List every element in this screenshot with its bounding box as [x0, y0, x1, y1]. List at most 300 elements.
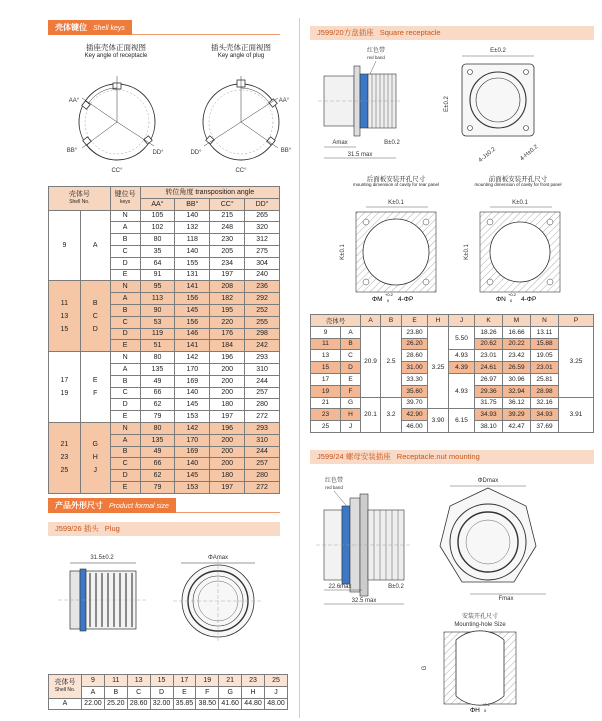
- angle-cell: 153: [175, 481, 210, 493]
- dim-value-cell: 44.80: [242, 698, 265, 710]
- angle-cell: 248: [210, 222, 245, 234]
- shell-number: 21: [60, 441, 69, 449]
- j-cell: 4.93: [449, 373, 475, 408]
- plug-table-label: 壳体号 Shell No.: [49, 675, 82, 699]
- angle-cell: 215: [210, 210, 245, 222]
- rear-m-zero: 0: [387, 298, 390, 303]
- key-code-cell: A: [341, 326, 361, 338]
- angle-cell: 146: [175, 328, 210, 340]
- k-cell: 26.97: [475, 373, 503, 385]
- mounting-hole-title: 安装开孔尺寸: [461, 614, 499, 620]
- shell-number: 25: [60, 467, 69, 475]
- n-cell: 13.11: [531, 326, 559, 338]
- shell-keys-table: [48, 186, 280, 494]
- col-header: A: [361, 315, 381, 327]
- shell-number-cell: 25: [311, 421, 341, 433]
- angle-cell: 51: [140, 340, 175, 352]
- angle-cell: 196: [210, 352, 245, 364]
- dim-value-cell: 48.00: [265, 698, 288, 710]
- angle-cell: 90: [140, 304, 175, 316]
- plug-a-label: A: [49, 698, 82, 710]
- shell-no-header: 壳体号 Shell No.: [49, 187, 111, 211]
- angle-cell: 102: [140, 222, 175, 234]
- dim-letter-cell: D: [150, 686, 173, 698]
- m-cell: 20.22: [503, 338, 531, 350]
- e-cell: 33.30: [402, 373, 428, 385]
- key-code: G: [92, 441, 98, 449]
- rear-four-p-label: 4-ΦP: [398, 296, 414, 303]
- shell-number-cell: 15: [311, 362, 341, 374]
- dim-letter-cell: C: [127, 686, 150, 698]
- shell-number: 11: [60, 299, 69, 307]
- k-cell: 20.62: [475, 338, 503, 350]
- angle-cell: 196: [210, 422, 245, 434]
- front-k-side-dim: K±0.1: [464, 244, 470, 260]
- angle-cell: 272: [245, 411, 280, 423]
- angle-cell: 205: [210, 245, 245, 257]
- key-code-cell: E: [341, 373, 361, 385]
- angle-cell: 200: [210, 375, 245, 387]
- table-row: [311, 350, 594, 362]
- table-row: [49, 281, 280, 293]
- m-cell: 42.47: [503, 421, 531, 433]
- shell-number: 17: [60, 377, 69, 385]
- angle-cell: 141: [175, 340, 210, 352]
- nut-dmax-dim: ΦDmax: [477, 478, 499, 484]
- shell-number-cell: 19: [196, 675, 219, 687]
- receptacle-bb-label: BB°: [66, 148, 78, 154]
- e-cell: 42.90: [402, 409, 428, 421]
- dim-value-cell: 38.50: [196, 698, 219, 710]
- key-code-cell: C: [341, 350, 361, 362]
- mounting-hole-subtitle: Mounting-hole Size: [454, 622, 506, 628]
- angle-cell: 293: [245, 422, 280, 434]
- key-letter-cell: B: [110, 234, 140, 246]
- plug-subheader: [48, 522, 280, 536]
- p-cell: 3.91: [559, 397, 594, 432]
- aa-header: AA°: [140, 198, 175, 210]
- b-cell: 20.9: [361, 326, 381, 397]
- receptacle-cc-label: CC°: [111, 168, 123, 174]
- angle-cell: 131: [175, 269, 210, 281]
- angle-cell: 105: [140, 210, 175, 222]
- key-letter-cell: D: [110, 328, 140, 340]
- shell-number-cell: 21: [219, 675, 242, 687]
- front-n-zero: 0: [510, 298, 513, 303]
- transposition-angle-header: 转位角度 transposition angle: [140, 187, 279, 199]
- angle-cell: 80: [140, 352, 175, 364]
- angle-cell: 80: [140, 234, 175, 246]
- angle-cell: 234: [210, 257, 245, 269]
- angle-cell: 257: [245, 387, 280, 399]
- angle-cell: 310: [245, 434, 280, 446]
- col-header: H: [428, 315, 449, 327]
- shell-number-cell: 11: [311, 338, 341, 350]
- shell-number-cell: 19: [311, 385, 341, 397]
- k-cell: 29.36: [475, 385, 503, 397]
- key-letter-cell: E: [110, 269, 140, 281]
- key-letter-cell: A: [110, 293, 140, 305]
- square-receptacle-drawing: [310, 44, 594, 170]
- key-code-cell: B: [341, 338, 361, 350]
- table-row: [311, 373, 594, 385]
- angle-cell: 79: [140, 411, 175, 423]
- front-n-tol: +0.2: [508, 292, 516, 297]
- shell-number-cell: [49, 352, 81, 423]
- plug-bb-label: BB°: [280, 148, 292, 154]
- angle-cell: 95: [140, 281, 175, 293]
- e-cell: 28.60: [402, 350, 428, 362]
- dim-letter-cell: B: [104, 686, 127, 698]
- m-cell: 16.66: [503, 326, 531, 338]
- key-code: A: [92, 241, 98, 249]
- square-j-dim: 4-J±0.2: [477, 146, 497, 164]
- k-cell: 34.93: [475, 409, 503, 421]
- angle-cell: 53: [140, 316, 175, 328]
- angle-cell: 200: [210, 434, 245, 446]
- angle-cell: 272: [245, 481, 280, 493]
- shell-keys-title: 壳体键位: [55, 23, 87, 32]
- shell-number-cell: 23: [242, 675, 265, 687]
- square-e-side-dim: E±0.2: [444, 96, 450, 112]
- key-letter-cell: N: [110, 422, 140, 434]
- angle-cell: 230: [210, 234, 245, 246]
- angle-cell: 200: [210, 387, 245, 399]
- hole-h-tol: +0.2: [482, 702, 490, 707]
- angle-cell: 252: [245, 304, 280, 316]
- angle-cell: 242: [245, 340, 280, 352]
- right-column: [304, 0, 602, 721]
- col-header: P: [559, 315, 594, 327]
- key-code-cell: [80, 281, 110, 352]
- front-k-top-dim: K±0.1: [512, 200, 528, 206]
- angle-cell: 180: [210, 399, 245, 411]
- rear-m-tol: +0.2: [385, 292, 393, 297]
- angle-cell: 184: [210, 340, 245, 352]
- key-letter-cell: N: [110, 281, 140, 293]
- shell-keys-header: [48, 20, 280, 35]
- receptacle-view-subtitle: Key angle of receptacle: [84, 53, 148, 59]
- h-cell: 3.90: [428, 409, 449, 433]
- b-cell: 3.2: [381, 397, 402, 432]
- square-receptacle-table: [310, 314, 594, 433]
- nut-len2-dim: 32.5 max: [351, 598, 377, 604]
- angle-cell: 244: [245, 375, 280, 387]
- dim-letter-cell: F: [196, 686, 219, 698]
- key-code: F: [93, 390, 98, 398]
- shell-number-cell: 11: [104, 675, 127, 687]
- table-row: [311, 326, 594, 338]
- b-cell: 20.1: [361, 397, 381, 432]
- j-cell: 5.50: [449, 326, 475, 350]
- nut-red-band-label: 红色带: [324, 478, 344, 484]
- key-letter-cell: B: [110, 446, 140, 458]
- k-cell: 18.26: [475, 326, 503, 338]
- shell-number-cell: 17: [173, 675, 196, 687]
- key-letter-cell: D: [110, 257, 140, 269]
- front-four-p-label: 4-ΦP: [521, 296, 537, 303]
- shell-number-cell: 23: [311, 409, 341, 421]
- receptacle-key-diagram: [62, 68, 172, 176]
- dim-value-cell: 32.00: [150, 698, 173, 710]
- keys-header: 键位号 keys: [110, 187, 140, 211]
- angle-cell: 275: [245, 245, 280, 257]
- key-code: B: [92, 299, 98, 307]
- angle-cell: 310: [245, 363, 280, 375]
- hole-g-dim: G: [422, 665, 428, 671]
- receptacle-aa-label: AA°: [68, 98, 80, 104]
- angle-cell: 200: [210, 458, 245, 470]
- angle-cell: 169: [175, 446, 210, 458]
- n-cell: 15.88: [531, 338, 559, 350]
- table-row: [49, 210, 280, 222]
- nut-receptacle-header: [310, 450, 594, 464]
- square-length-dim: 31.5 max: [347, 152, 373, 158]
- e-cell: 23.80: [402, 326, 428, 338]
- n-cell: 34.93: [531, 409, 559, 421]
- e-cell: 26.20: [402, 338, 428, 350]
- angle-cell: 182: [210, 293, 245, 305]
- angle-cell: 140: [175, 245, 210, 257]
- angle-cell: 280: [245, 470, 280, 482]
- e-cell: 31.00: [402, 362, 428, 374]
- key-code-cell: [80, 422, 110, 493]
- k-cell: 38.10: [475, 421, 503, 433]
- angle-cell: 208: [210, 281, 245, 293]
- angle-cell: 200: [210, 446, 245, 458]
- shell-number: 23: [60, 454, 69, 462]
- key-code-cell: [80, 352, 110, 423]
- hole-h-dim: ΦH: [470, 707, 480, 714]
- table-row: [49, 352, 280, 364]
- plug-view-title: 插头壳体正面视图: [211, 43, 271, 52]
- rear-k-side-dim: K±0.1: [340, 244, 346, 260]
- key-code-cell: [80, 210, 110, 281]
- key-letter-cell: A: [110, 434, 140, 446]
- angle-cell: 197: [210, 411, 245, 423]
- shell-no-header: 壳体号: [311, 315, 361, 327]
- col-header: J: [449, 315, 475, 327]
- j-cell: 6.15: [449, 409, 475, 433]
- angle-cell: 142: [175, 352, 210, 364]
- col-header: E: [402, 315, 428, 327]
- square-amax-dim: Amax: [332, 140, 348, 146]
- plug-cc-label: CC°: [235, 168, 247, 174]
- n-cell: 28.98: [531, 385, 559, 397]
- angle-cell: 304: [245, 257, 280, 269]
- angle-cell: 320: [245, 222, 280, 234]
- m-cell: 32.94: [503, 385, 531, 397]
- col-header: B: [381, 315, 402, 327]
- product-size-header: [48, 498, 280, 513]
- m-cell: 39.29: [503, 409, 531, 421]
- angle-cell: 140: [175, 387, 210, 399]
- angle-cell: 244: [245, 446, 280, 458]
- key-letter-cell: C: [110, 458, 140, 470]
- angle-cell: 197: [210, 269, 245, 281]
- angle-cell: 257: [245, 458, 280, 470]
- shell-keys-title-en: Shell keys: [93, 25, 125, 32]
- square-red-band-label: 红色带: [366, 48, 386, 54]
- plug-aa-label: AA°: [278, 98, 290, 104]
- angle-cell: 236: [245, 281, 280, 293]
- plug-title-en: Plug: [104, 524, 120, 533]
- angle-cell: 132: [175, 222, 210, 234]
- angle-cell: 156: [175, 293, 210, 305]
- key-letter-cell: A: [110, 363, 140, 375]
- n-cell: 32.16: [531, 397, 559, 409]
- square-receptacle-title: J599/20方盘插座: [317, 28, 374, 37]
- key-code: D: [92, 325, 98, 333]
- shell-number: 15: [60, 325, 69, 333]
- angle-cell: 145: [175, 399, 210, 411]
- k-cell: 31.75: [475, 397, 503, 409]
- key-letter-cell: A: [110, 222, 140, 234]
- angle-cell: 292: [245, 293, 280, 305]
- shell-number-cell: 15: [150, 675, 173, 687]
- dim-value-cell: 41.60: [219, 698, 242, 710]
- receptacle-view-title: 插座壳体正面视图: [86, 43, 146, 52]
- key-letter-cell: C: [110, 245, 140, 257]
- k-cell: 23.01: [475, 350, 503, 362]
- angle-cell: 135: [140, 363, 175, 375]
- nut-receptacle-drawing: [310, 470, 594, 714]
- plug-drawing: [48, 545, 280, 645]
- angle-cell: 66: [140, 458, 175, 470]
- angle-cell: 140: [175, 458, 210, 470]
- plug-diameter-dim: ΦAmax: [207, 555, 229, 561]
- shell-number-cell: [49, 422, 81, 493]
- angle-cell: 49: [140, 375, 175, 387]
- plug-view-subtitle: Key angle of plug: [217, 53, 265, 59]
- key-code-cell: H: [341, 409, 361, 421]
- key-letter-cell: N: [110, 210, 140, 222]
- left-column: [0, 0, 296, 721]
- table-row: [311, 409, 594, 421]
- column-divider: [299, 18, 300, 718]
- square-b-dim: B±0.2: [384, 140, 400, 146]
- angle-cell: 153: [175, 411, 210, 423]
- key-code: E: [92, 377, 98, 385]
- col-header: M: [503, 315, 531, 327]
- angle-cell: 240: [245, 269, 280, 281]
- dim-letter-cell: H: [242, 686, 265, 698]
- key-letter-cell: C: [110, 316, 140, 328]
- angle-cell: 145: [175, 304, 210, 316]
- angle-cell: 298: [245, 328, 280, 340]
- square-h-dim: 4-H±0.2: [519, 144, 540, 163]
- key-code-cell: F: [341, 385, 361, 397]
- angle-cell: 118: [175, 234, 210, 246]
- angle-cell: 180: [210, 470, 245, 482]
- nut-len1-dim: 22.6max: [328, 584, 352, 590]
- plug-title: J599/26 插头: [55, 524, 99, 533]
- angle-cell: 220: [210, 316, 245, 328]
- angle-cell: 176: [210, 328, 245, 340]
- bb-header: BB°: [175, 198, 210, 210]
- e-cell: 35.60: [402, 385, 428, 397]
- angle-cell: 80: [140, 422, 175, 434]
- key-letter-cell: N: [110, 352, 140, 364]
- rear-cavity-title: 后面板安装开孔尺寸: [366, 176, 426, 183]
- angle-cell: 66: [140, 387, 175, 399]
- e-cell: 46.00: [402, 421, 428, 433]
- angle-cell: 62: [140, 399, 175, 411]
- dim-value-cell: 22.00: [82, 698, 105, 710]
- angle-cell: 312: [245, 234, 280, 246]
- dim-value-cell: 28.60: [127, 698, 150, 710]
- rear-phi-m-label: ΦM: [372, 296, 383, 303]
- col-header: N: [531, 315, 559, 327]
- nut-fmax-dim: Fmax: [498, 596, 514, 602]
- shell-number-cell: 9: [82, 675, 105, 687]
- shell-number-cell: [49, 281, 81, 352]
- dim-value-cell: 25.20: [104, 698, 127, 710]
- m-cell: 26.59: [503, 362, 531, 374]
- key-letter-cell: B: [110, 375, 140, 387]
- dim-letter-cell: E: [173, 686, 196, 698]
- plug-size-table: [48, 674, 288, 710]
- angle-cell: 156: [175, 316, 210, 328]
- m-cell: 23.42: [503, 350, 531, 362]
- n-cell: 19.05: [531, 350, 559, 362]
- plug-length-dim: 31.5±0.2: [90, 555, 114, 561]
- angle-cell: 197: [210, 481, 245, 493]
- nut-receptacle-title-en: Receptacle.nut mounting: [396, 452, 480, 461]
- plug-key-diagram: [186, 68, 296, 176]
- e-cell: 39.70: [402, 397, 428, 409]
- angle-cell: 265: [245, 210, 280, 222]
- nut-receptacle-title: J599/24 螺母安装插座: [317, 452, 391, 461]
- cavity-drawings: [310, 196, 594, 308]
- dim-letter-cell: J: [265, 686, 288, 698]
- front-phi-n-label: ΦN: [496, 296, 506, 303]
- h-cell: 3.25: [428, 326, 449, 409]
- angle-cell: 170: [175, 363, 210, 375]
- square-red-band-label-en: red band: [367, 55, 385, 60]
- angle-cell: 64: [140, 257, 175, 269]
- angle-cell: 170: [175, 434, 210, 446]
- square-receptacle-header: [310, 26, 594, 40]
- j-cell: 4.39: [449, 362, 475, 374]
- angle-cell: 135: [140, 434, 175, 446]
- product-size-title: 产品外形尺寸: [55, 501, 103, 510]
- angle-cell: 119: [140, 328, 175, 340]
- angle-cell: 200: [210, 363, 245, 375]
- m-cell: 36.12: [503, 397, 531, 409]
- j-cell: 4.93: [449, 350, 475, 362]
- key-letter-cell: D: [110, 399, 140, 411]
- dim-letter-cell: A: [82, 686, 105, 698]
- key-letter-cell: E: [110, 411, 140, 423]
- table-row: [49, 422, 280, 434]
- nut-b-dim: B±0.2: [388, 584, 404, 590]
- p-cell: 3.25: [559, 326, 594, 397]
- angle-cell: 113: [140, 293, 175, 305]
- receptacle-dd-label: DD°: [152, 150, 164, 156]
- angle-cell: 141: [175, 281, 210, 293]
- shell-number-cell: 17: [311, 373, 341, 385]
- cc-header: CC°: [210, 198, 245, 210]
- angle-cell: 280: [245, 399, 280, 411]
- dd-header: DD°: [245, 198, 280, 210]
- key-letter-cell: E: [110, 340, 140, 352]
- plug-dd-label: DD°: [190, 150, 202, 156]
- shell-number-cell: 21: [311, 397, 341, 409]
- square-receptacle-title-en: Square receptacle: [379, 28, 441, 37]
- angle-cell: 91: [140, 269, 175, 281]
- shell-number-cell: 25: [265, 675, 288, 687]
